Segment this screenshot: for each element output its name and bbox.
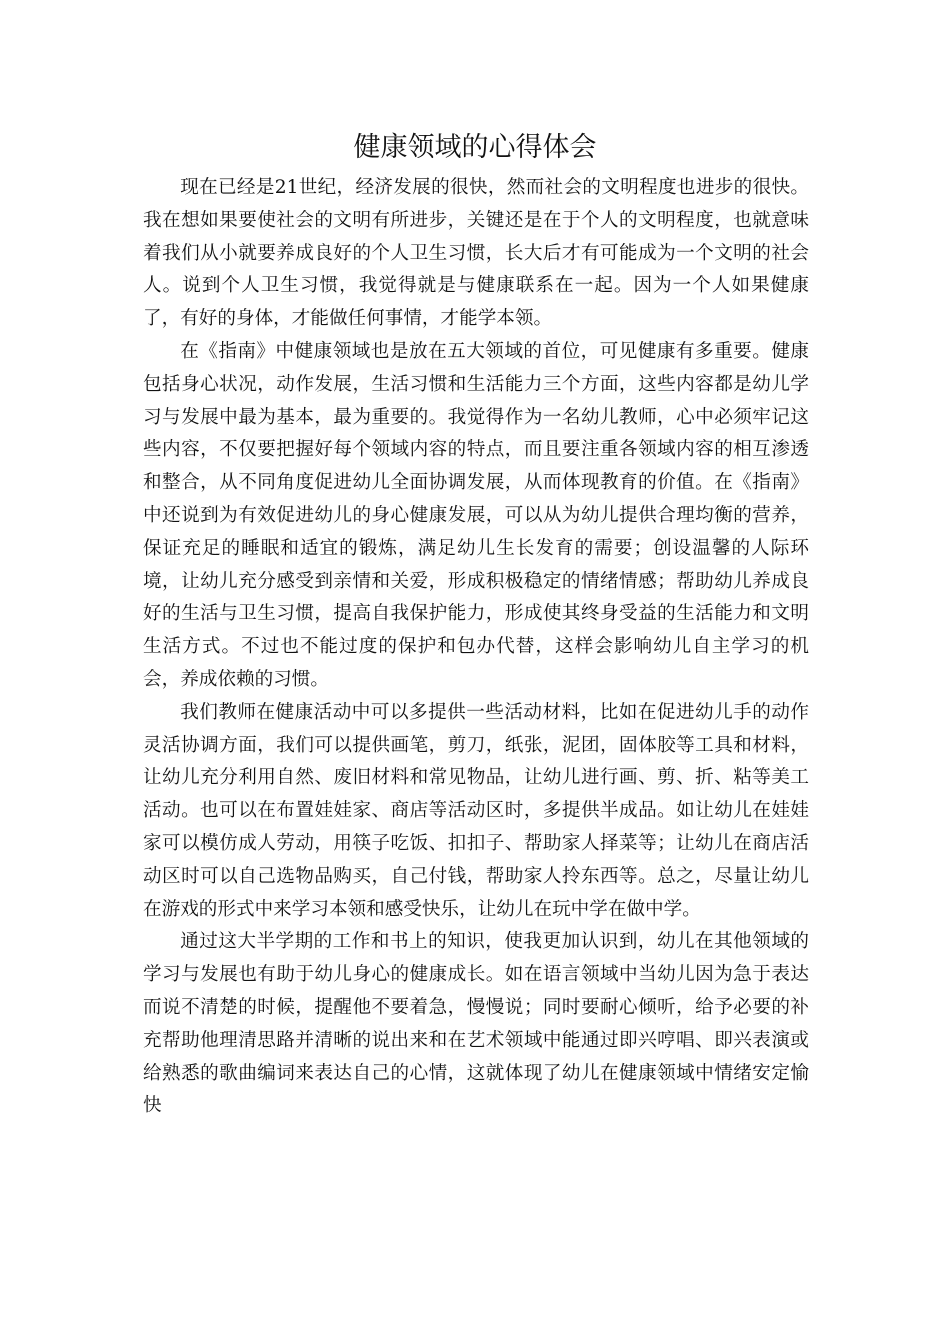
paragraph-4: 通过这大半学期的工作和书上的知识，使我更加认识到，幼儿在其他领域的学习与发展也有助于幼儿身心的健康成长。如在语言领域中当幼儿因为急于表达而说不清楚的时候，提醒他不要着急，慢慢说；同时要耐心倾听，给予必要的补充帮助他理清思路并清晰的说出来和在艺术领域中能通过即兴哼唱、即兴表演或给熟悉的歌曲编词来表达自己的心情，这就体现了幼儿在健康领域中情绪安定愉快 (143, 931, 809, 1117)
paragraph-2: 在《指南》中健康领域也是放在五大领域的首位，可见健康有多重要。健康包括身心状况，动作发展，生活习惯和生活能力三个方面，这些内容都是幼儿学习与发展中最为基本，最为重要的。我觉得作为一名幼儿教师，心中必须牢记这些内容，不仅要把握好每个领域内容的特点，而且要注重各领域内容的相互渗透和整合，从不同角度促进幼儿全面协调发展，从而体现教育的价值。在《指南》中还说到为有效促进幼儿的身心健康发展，可以从为幼儿提供合理均衡的营养，保证充足的睡眠和适宜的锻炼，满足幼儿生长发育的需要；创设温馨的人际环境，让幼儿充分感受到亲情和关爱，形成积极稳定的情绪情感；帮助幼儿养成良好的生活与卫生习惯，提高自我保护能力，形成使其终身受益的生活能力和文明生活方式。不过也不能过度的保护和包办代替，这样会影响幼儿自主学习的机会，养成依赖的习惯。 (143, 340, 809, 690)
paragraph-3: 我们教师在健康活动中可以多提供一些活动材料，比如在促进幼儿手的动作灵活协调方面，我们可以提供画笔，剪刀，纸张，泥团，固体胶等工具和材料，让幼儿充分利用自然、废旧材料和常见物品，让幼儿进行画、剪、折、粘等美工活动。也可以在布置娃娃家、商店等活动区时，多提供半成品。如让幼儿在娃娃家可以模仿成人劳动，用筷子吃饭、扣扣子、帮助家人择菜等；让幼儿在商店活动区时可以自己选物品购买，自己付钱，帮助家人拎东西等。总之，尽量让幼儿在游戏的形式中来学习本领和感受快乐，让幼儿在玩中学在做中学。 (143, 701, 809, 920)
paragraph-1: 现在已经是21世纪，经济发展的很快，然而社会的文明程度也进步的很快。我在想如果要使社会的文明有所进步，关键还是在于个人的文明程度，也就意味着我们从小就要养成良好的个人卫生习惯，长大后才有可能成为一个文明的社会人。说到个人卫生习惯，我觉得就是与健康联系在一起。因为一个人如果健康了，有好的身体，才能做任何事情，才能学本领。 (143, 177, 809, 330)
document-title: 健康领域的心得体会 (353, 132, 597, 163)
document-body (143, 172, 809, 1123)
